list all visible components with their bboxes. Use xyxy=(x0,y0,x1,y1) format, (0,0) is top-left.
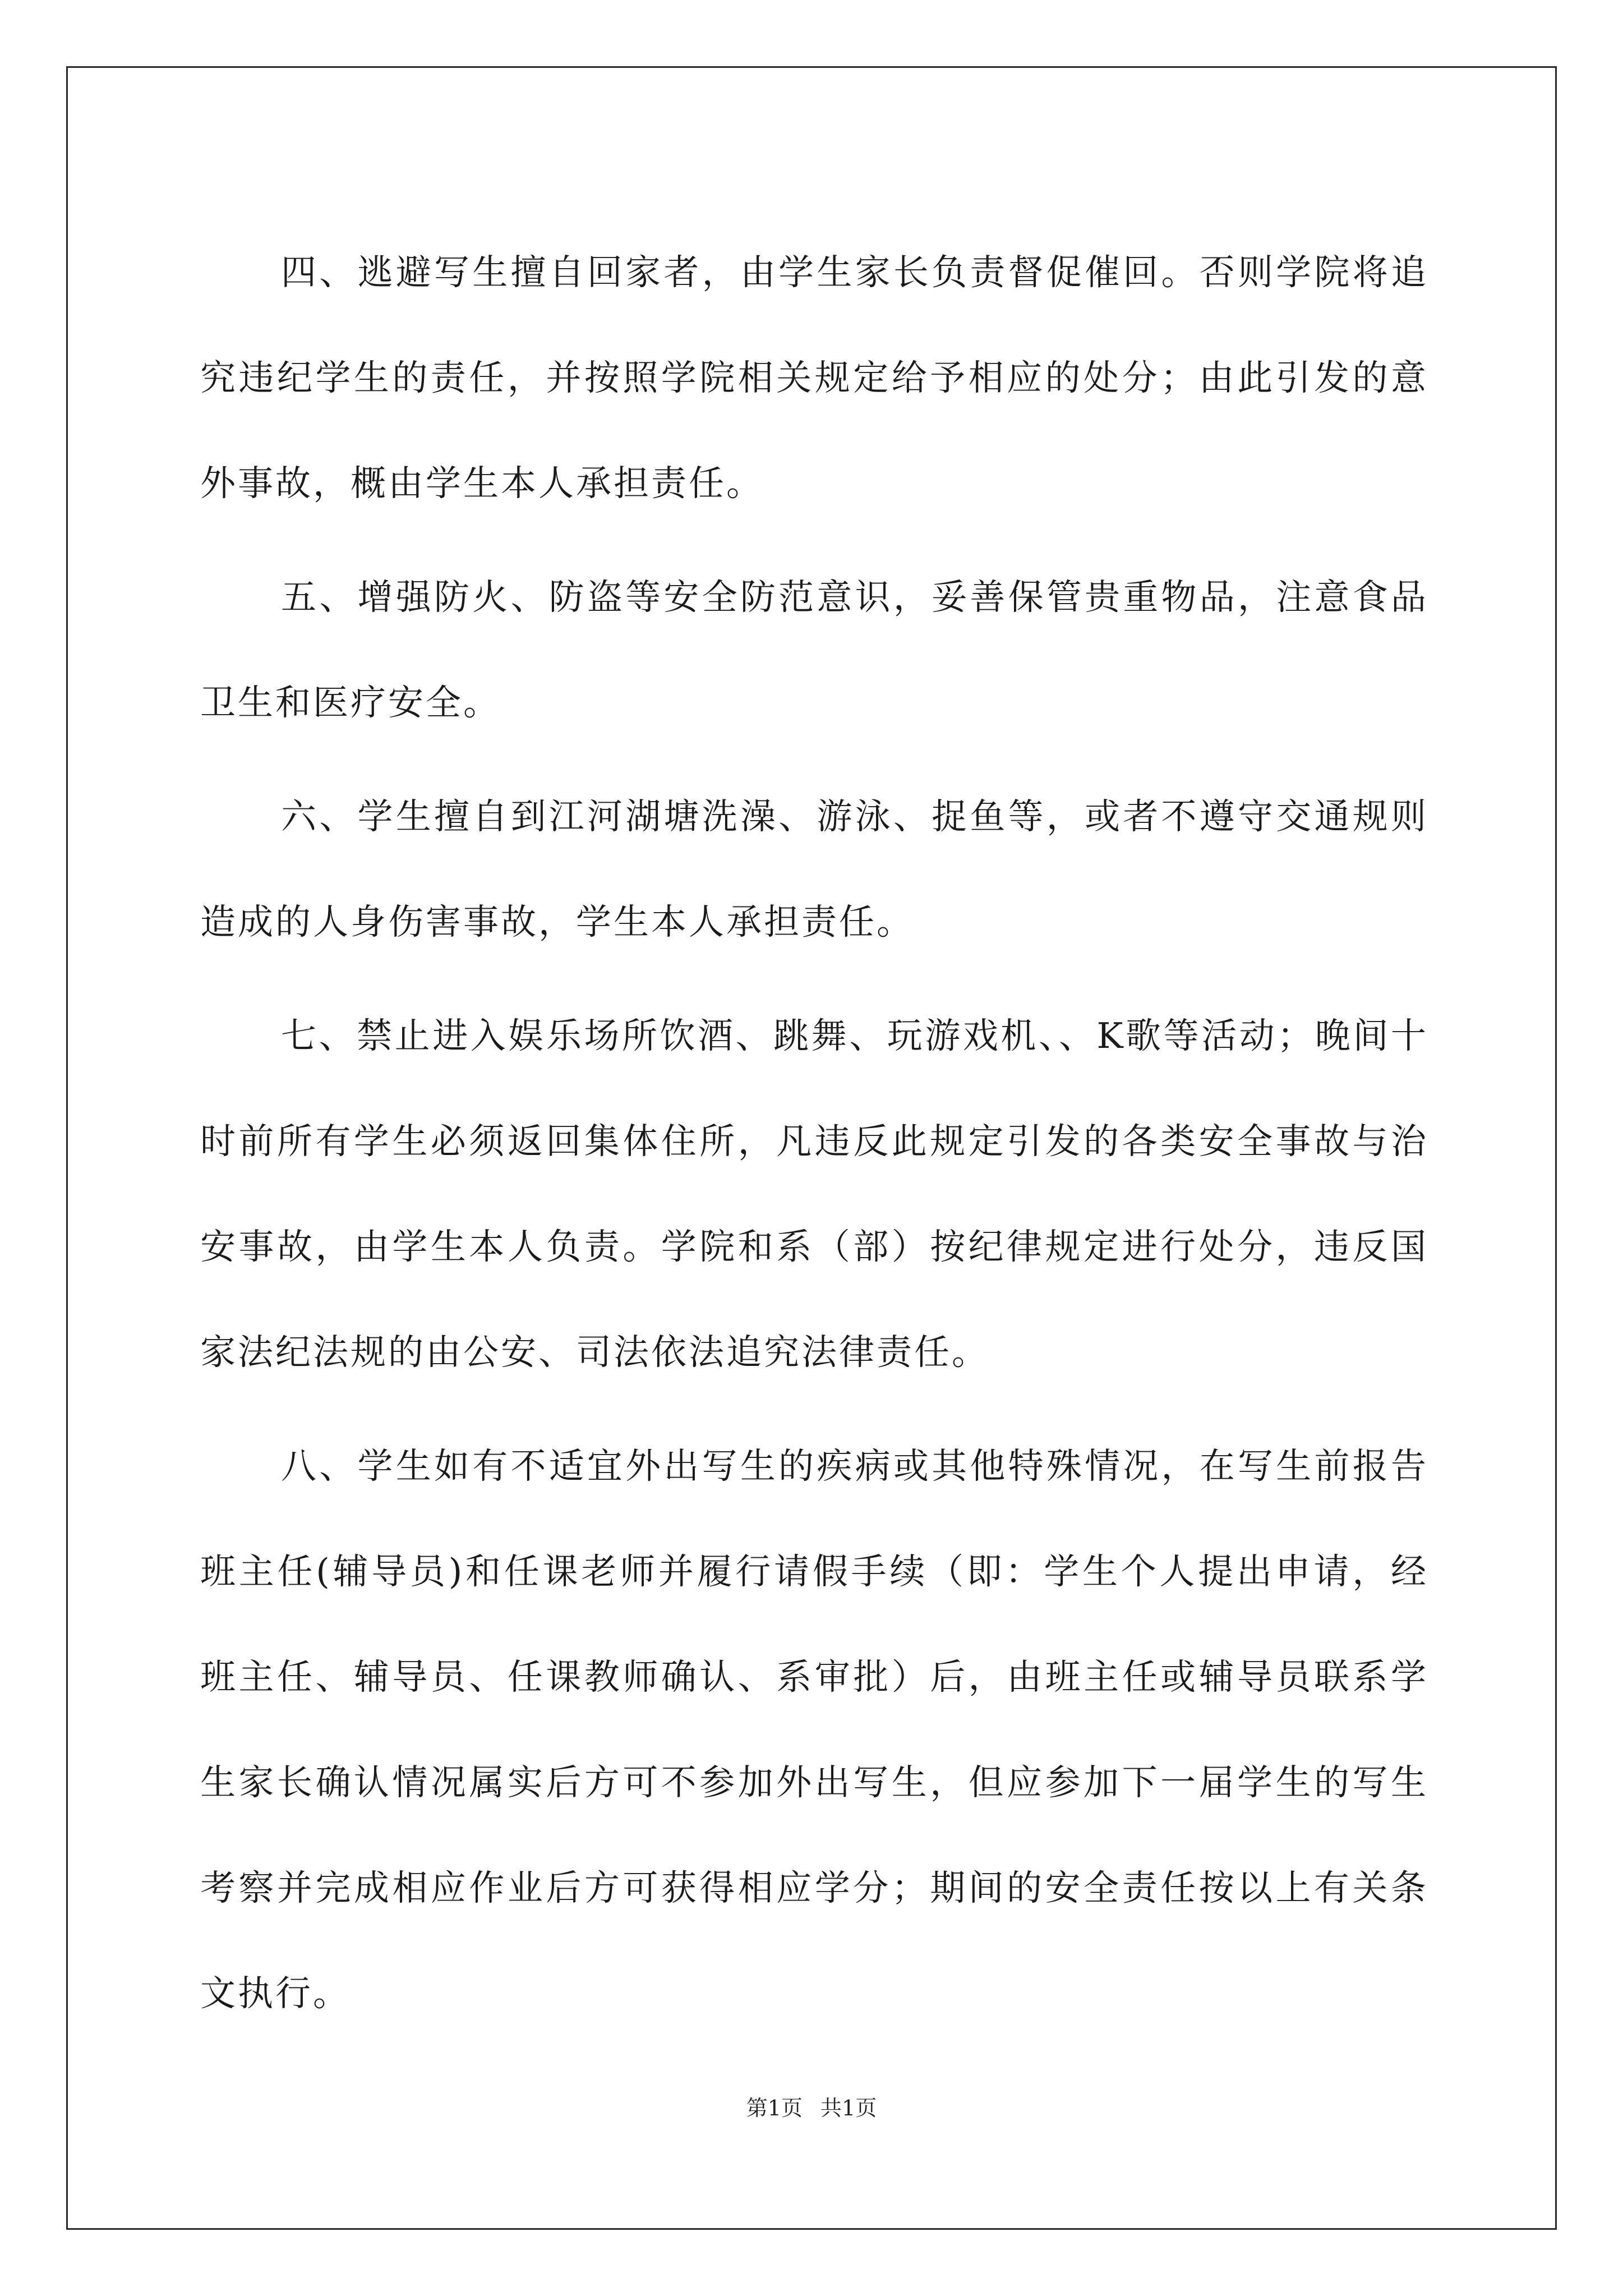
page-number: 第1页 xyxy=(746,2096,803,2120)
paragraph-6: 六、学生擅自到江河湖塘洗澡、游泳、捉鱼等，或者不遵守交通规则造成的人身伤害事故，学生本人承担责任。 xyxy=(200,796,1428,942)
page-footer xyxy=(0,2094,1623,2122)
page-total: 共1页 xyxy=(820,2096,877,2120)
document-body xyxy=(200,220,1428,2055)
paragraph-8: 八、学生如有不适宜外出写生的疾病或其他特殊情况，在写生前报告班主任(辅导员)和任课老师并履行请假手续（即：学生个人提出申请，经班主任、辅导员、任课教师确认、系审批）后，由班主任或辅导员联系学生家长确认情况属实后方可不参加外出写生，但应参加下一届学生的写生考察并完成相应作业后方可获得相应学分；期间的安全责任按以上有关条文执行。 xyxy=(200,1446,1428,2014)
paragraph-5: 五、增强防火、防盗等安全防范意识，妥善保管贵重物品，注意食品卫生和医疗安全。 xyxy=(200,577,1428,723)
paragraph-7: 七、禁止进入娱乐场所饮酒、跳舞、玩游戏机、、K歌等活动；晚间十时前所有学生必须返回集体住所，凡违反此规定引发的各类安全事故与治安事故，由学生本人负责。学院和系（部）按纪律规定进行处分，违反国家法纪法规的由公安、司法依法追究法律责任。 xyxy=(200,1015,1428,1373)
paragraph-4: 四、逃避写生擅自回家者，由学生家长负责督促催回。否则学院将追究违纪学生的责任，并按照学院相关规定给予相应的处分；由此引发的意外事故，概由学生本人承担责任。 xyxy=(200,252,1428,504)
